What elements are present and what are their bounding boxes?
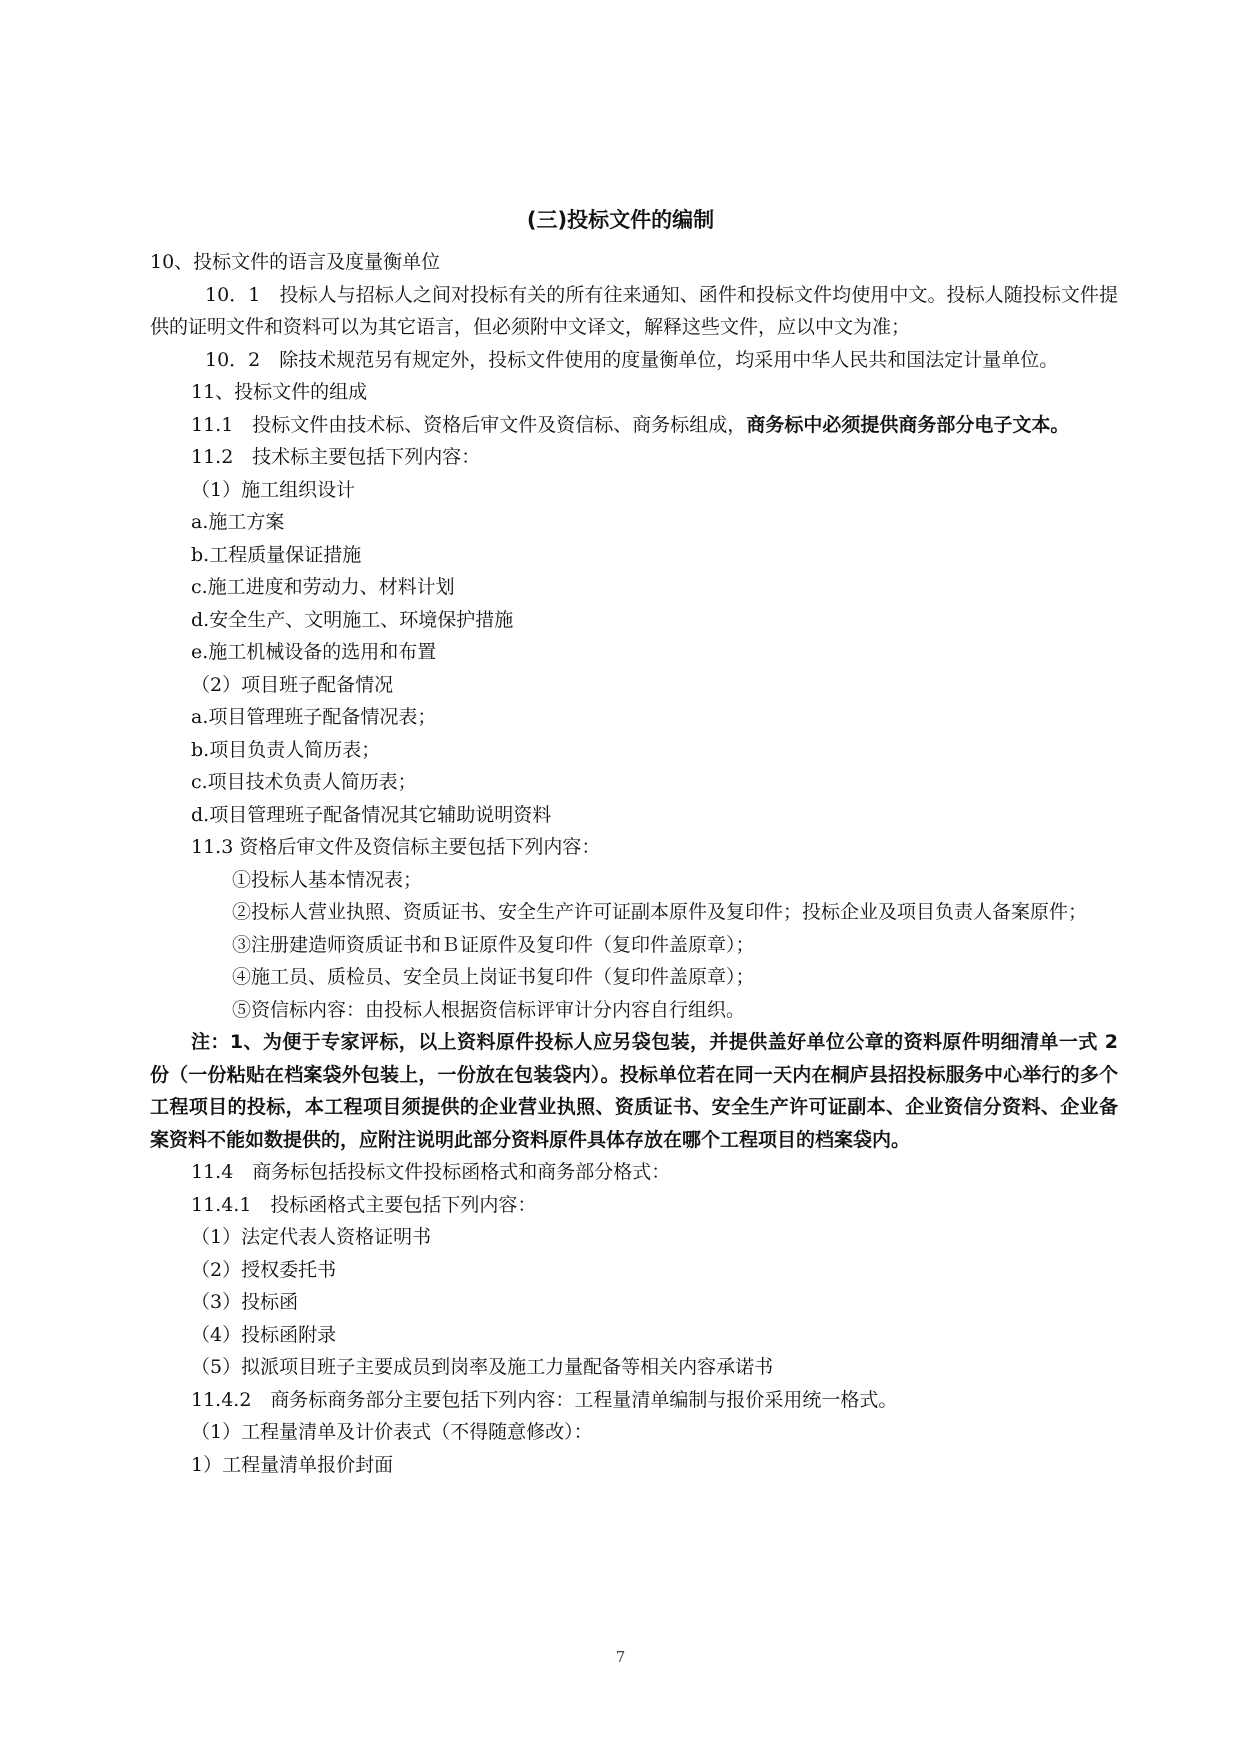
list-item: a.施工方案	[191, 511, 285, 533]
list-item: （4）投标函附录	[191, 1323, 337, 1346]
list-item: （1）施工组织设计	[191, 478, 356, 501]
clause-11-2: 11.2 技术标主要包括下列内容：	[191, 446, 481, 468]
list-item: d.项目管理班子配备情况其它辅助说明资料	[191, 803, 552, 826]
bold-note: 注：1、为便于专家评标，以上资料原件投标人应另袋包装，并提供盖好单位公章的资料原件明细清单一式 2 份（一份粘贴在档案袋外包装上，一份放在包装袋内）。投标单位若在同一天内在桐庐县招投标服务中心举行的多个工程项目的投标，本工程项目须提供的企业营业执照、资质证书、安全生产许可证副本、企业资信分资料、企业备案资料不能如数提供的，应附注说明此部分资料原件具体存放在哪个工程项目的档案袋内。	[150, 1031, 1118, 1151]
clause-11-1-text: 11.1 投标文件由技术标、资格后审文件及资信标、商务标组成，	[191, 413, 747, 436]
page-number: 7	[615, 1648, 626, 1666]
section-title: (三)投标文件的编制	[526, 208, 715, 232]
list-item: c.项目技术负责人简历表；	[191, 771, 417, 793]
list-item: ④施工员、质检员、安全员上岗证书复印件（复印件盖原章）；	[232, 966, 755, 988]
list-item: e.施工机械设备的选用和布置	[191, 641, 437, 663]
list-item: （2）项目班子配备情况	[191, 673, 394, 696]
list-item: a.项目管理班子配备情况表；	[191, 706, 437, 728]
list-item: ①投标人基本情况表；	[232, 868, 423, 891]
clause-11-1	[150, 409, 1118, 442]
clause-11-1-bold-text: 商务标中必须提供商务部分电子文本。	[746, 413, 1070, 436]
list-item: b.工程质量保证措施	[191, 543, 362, 566]
list-item: ③注册建造师资质证书和Ｂ证原件及复印件（复印件盖原章）；	[232, 933, 755, 956]
list-item: （1）法定代表人资格证明书	[191, 1226, 432, 1248]
list-item: （2）授权委托书	[191, 1258, 337, 1281]
list-item: ⑤资信标内容：由投标人根据资信标评审计分内容自行组织。	[232, 998, 746, 1021]
clause-10-heading: 10、投标文件的语言及度量衡单位	[150, 251, 441, 273]
list-item: （1）工程量清单及计价表式（不得随意修改）：	[191, 1421, 593, 1443]
list-item: ②投标人营业执照、资质证书、安全生产许可证副本原件及复印件；投标企业及项目负责人备案原件；	[232, 901, 1088, 923]
clause-11-3: 11.3 资格后审文件及资信标主要包括下列内容：	[191, 836, 601, 858]
clause-10-1: 10．1 投标人与招标人之间对投标有关的所有往来通知、函件和投标文件均使用中文。投标人随投标文件提供的证明文件和资料可以为其它语言，但必须附中文译文，解释这些文件，应以中文为准；	[150, 283, 1118, 338]
list-item: b.项目负责人简历表；	[191, 738, 381, 761]
list-item: c.施工进度和劳动力、材料计划	[191, 576, 455, 598]
clause-11-4-2: 11.4.2 商务标商务部分主要包括下列内容：工程量清单编制与报价采用统一格式。	[191, 1388, 898, 1411]
clause-10-2: 10．2 除技术规范另有规定外，投标文件使用的度量衡单位，均采用中华人民共和国法定计量单位。	[205, 348, 1059, 371]
clause-11-4: 11.4 商务标包括投标文件投标函格式和商务部分格式：	[191, 1161, 671, 1183]
list-item: （3）投标函	[191, 1291, 299, 1313]
list-item: 1）工程量清单报价封面	[191, 1453, 394, 1476]
list-item: （5）拟派项目班子主要成员到岗率及施工力量配备等相关内容承诺书	[191, 1356, 774, 1378]
clause-11-4-1: 11.4.1 投标函格式主要包括下列内容：	[191, 1193, 537, 1216]
document-body	[150, 246, 1118, 1481]
clause-11-heading: 11、投标文件的组成	[191, 381, 368, 403]
list-item: d.安全生产、文明施工、环境保护措施	[191, 608, 514, 631]
